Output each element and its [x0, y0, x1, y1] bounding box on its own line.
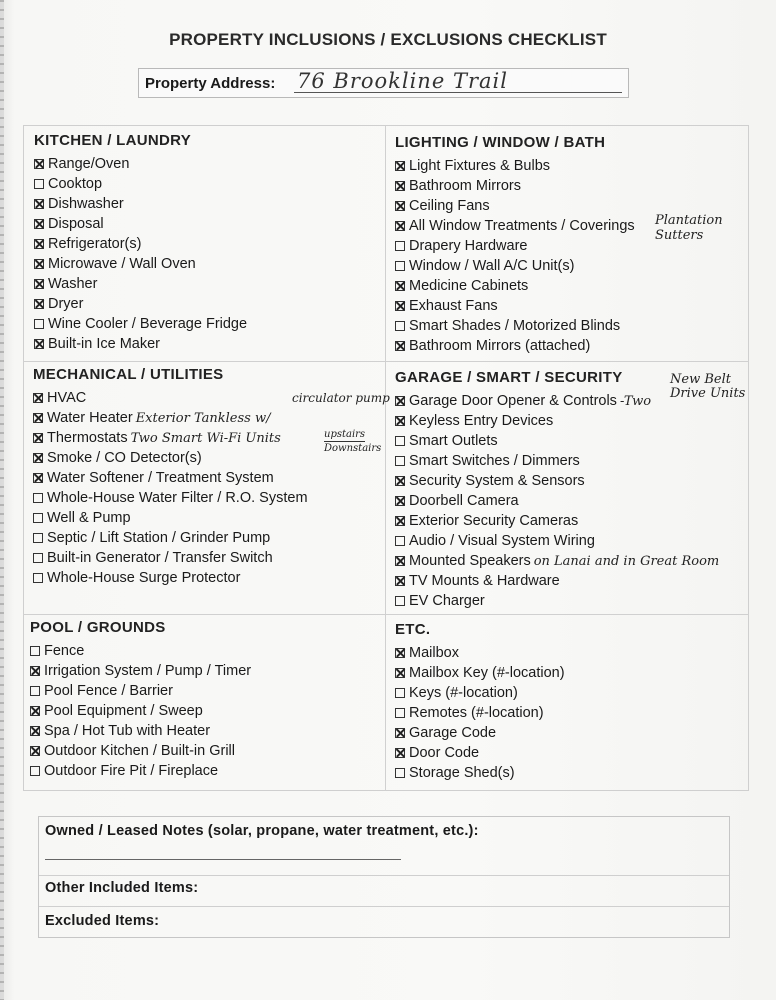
checklist-item-label: Mailbox: [409, 645, 459, 661]
checkbox-checked-icon[interactable]: [34, 219, 44, 229]
checklist-item[interactable]: [395, 763, 565, 783]
checklist-item-label: TV Mounts & Hardware: [409, 573, 560, 589]
checkbox-checked-icon[interactable]: [30, 666, 40, 676]
checkbox-empty-icon[interactable]: [34, 319, 44, 329]
checklist-item-label: Door Code: [409, 745, 480, 761]
checklist-item-label: Range/Oven: [48, 156, 130, 172]
checklist-item[interactable]: [34, 254, 247, 274]
checkbox-empty-icon[interactable]: [395, 261, 405, 271]
checklist-item[interactable]: [33, 428, 308, 448]
checkbox-checked-icon[interactable]: [395, 668, 405, 678]
checklist-item-label: Exterior Security Cameras: [409, 513, 579, 529]
checklist-item-label: Smoke / CO Detector(s): [47, 450, 202, 466]
checklist-item-label: Smart Outlets: [409, 433, 498, 449]
checklist-item[interactable]: [34, 194, 247, 214]
checkbox-empty-icon[interactable]: [30, 766, 40, 776]
checklist-item[interactable]: [34, 294, 247, 314]
section-etc: [395, 621, 565, 783]
checklist-item-label: Mounted Speakers: [409, 553, 531, 569]
checklist-item-label: EV Charger: [409, 593, 485, 609]
checklist-item[interactable]: [395, 663, 565, 683]
section-title-etc: ETC.: [395, 621, 431, 638]
checklist-item[interactable]: [395, 551, 719, 571]
checkbox-checked-icon[interactable]: [30, 726, 40, 736]
address-value: 76 Brookline Trail: [297, 69, 508, 93]
grid-divider-vertical: [385, 125, 386, 791]
checkbox-empty-icon[interactable]: [395, 241, 405, 251]
plantation-shutters-note: Plantation Sutters: [655, 213, 723, 243]
checkbox-checked-icon[interactable]: [395, 396, 405, 406]
checkbox-checked-icon[interactable]: [34, 259, 44, 269]
checkbox-checked-icon[interactable]: [34, 299, 44, 309]
checklist-item[interactable]: [30, 681, 251, 701]
checklist-item[interactable]: [395, 216, 635, 236]
checklist-item-label: Bathroom Mirrors: [409, 178, 521, 194]
upstairs-note: upstairs: [324, 429, 366, 440]
checklist-item[interactable]: [30, 761, 251, 781]
checklist-item[interactable]: [395, 743, 565, 763]
checklist-item-label: Remotes (#-location): [409, 705, 544, 721]
checklist-item[interactable]: [34, 274, 247, 294]
handwritten-note: -Two: [619, 394, 652, 409]
checklist-item[interactable]: [30, 641, 251, 661]
checkbox-checked-icon[interactable]: [33, 393, 43, 403]
checklist-item[interactable]: [33, 528, 308, 548]
checklist-item-label: Exhaust Fans: [409, 298, 498, 314]
checkbox-checked-icon[interactable]: [395, 728, 405, 738]
checklist-item-label: Well & Pump: [47, 510, 131, 526]
checklist-item[interactable]: [34, 154, 247, 174]
checkbox-checked-icon[interactable]: [395, 748, 405, 758]
checklist-item-label: Garage Code: [409, 725, 497, 741]
checkbox-checked-icon[interactable]: [395, 201, 405, 211]
checklist-item[interactable]: [33, 508, 308, 528]
scan-edge: [0, 0, 4, 1000]
checklist-item-label: Mailbox Key (#-location): [409, 665, 565, 681]
checkbox-checked-icon[interactable]: [33, 413, 43, 423]
owned-leased-line[interactable]: [45, 859, 401, 860]
checklist-item[interactable]: [34, 334, 247, 354]
checklist-item-label: Wine Cooler / Beverage Fridge: [48, 316, 248, 332]
checklist-item-label: Storage Shed(s): [409, 765, 515, 781]
checkbox-empty-icon[interactable]: [395, 688, 405, 698]
section-title-mechanical: MECHANICAL / UTILITIES: [33, 366, 224, 383]
checklist-item[interactable]: [395, 531, 719, 551]
checkbox-checked-icon[interactable]: [33, 453, 43, 463]
checkbox-empty-icon[interactable]: [395, 536, 405, 546]
checklist-item[interactable]: [30, 741, 251, 761]
checklist-item[interactable]: [395, 703, 565, 723]
checklist-item[interactable]: [33, 568, 308, 588]
checklist-item[interactable]: [395, 571, 719, 591]
checkbox-empty-icon[interactable]: [395, 456, 405, 466]
notes-box: [38, 816, 730, 938]
checklist-item-label: Outdoor Kitchen / Built-in Grill: [44, 743, 235, 759]
checklist-item[interactable]: [395, 156, 635, 176]
property-address-field[interactable]: [138, 68, 629, 98]
checklist-item-label: Spa / Hot Tub with Heater: [44, 723, 211, 739]
checkbox-empty-icon[interactable]: [33, 553, 43, 563]
checkbox-empty-icon[interactable]: [33, 493, 43, 503]
checklist-item[interactable]: [395, 316, 635, 336]
checklist-item[interactable]: [395, 683, 565, 703]
checklist-item[interactable]: [33, 388, 308, 408]
checklist-item-label: Water Heater: [47, 410, 133, 426]
checkbox-checked-icon[interactable]: [395, 341, 405, 351]
checklist-item[interactable]: [395, 296, 635, 316]
page-title: PROPERTY INCLUSIONS / EXCLUSIONS CHECKLIST: [169, 30, 607, 49]
checklist-item[interactable]: [395, 643, 565, 663]
checklist-item-label: Audio / Visual System Wiring: [409, 533, 595, 549]
checkbox-checked-icon[interactable]: [395, 161, 405, 171]
checklist-item-label: Refrigerator(s): [48, 236, 142, 252]
notes-divider-1: [39, 875, 729, 876]
checklist-item-label: Fence: [44, 643, 85, 659]
checklist-item-label: Keyless Entry Devices: [409, 413, 554, 429]
checklist-item-label: Cooktop: [48, 176, 103, 192]
section-kitchen: [34, 132, 247, 354]
new-belt-drive-note: New Belt Drive Units: [670, 372, 746, 401]
checkbox-empty-icon[interactable]: [34, 179, 44, 189]
checkbox-checked-icon[interactable]: [395, 496, 405, 506]
checklist-item-label: Water Softener / Treatment System: [47, 470, 274, 486]
section-title-pool: POOL / GROUNDS: [30, 619, 166, 636]
address-label: Property Address:: [145, 75, 276, 92]
checklist-item[interactable]: [33, 488, 308, 508]
checklist-item-label: Microwave / Wall Oven: [48, 256, 196, 272]
checkbox-empty-icon[interactable]: [395, 321, 405, 331]
checklist-item-label: Whole-House Surge Protector: [47, 570, 241, 586]
checklist-item[interactable]: [30, 701, 251, 721]
section-garage: [395, 369, 719, 611]
address-underline: [294, 92, 622, 93]
checkbox-checked-icon[interactable]: [30, 706, 40, 716]
handwritten-note: Exterior Tankless w/: [135, 411, 271, 426]
grid-divider-row-2: [23, 614, 749, 615]
handwritten-note: Two Smart Wi-Fi Units: [130, 431, 281, 446]
checklist-item[interactable]: [395, 411, 719, 431]
checklist-item[interactable]: [395, 511, 719, 531]
checkbox-empty-icon[interactable]: [395, 768, 405, 778]
section-lighting: [395, 134, 635, 356]
checklist-item[interactable]: [33, 448, 308, 468]
checklist-item[interactable]: [395, 256, 635, 276]
checklist-item[interactable]: [395, 723, 565, 743]
handwritten-note: on Lanai and in Great Room: [533, 554, 720, 569]
checklist-item-label: Disposal: [48, 216, 104, 232]
checklist-item-label: Pool Equipment / Sweep: [44, 703, 203, 719]
checklist-item-label: Doorbell Camera: [409, 493, 519, 509]
checklist-item-label: Keys (#-location): [409, 685, 518, 701]
checklist-item[interactable]: [395, 431, 719, 451]
downstairs-note: Downstairs: [324, 443, 382, 454]
checkbox-empty-icon[interactable]: [395, 708, 405, 718]
checklist-item[interactable]: [34, 174, 247, 194]
checklist-item[interactable]: [395, 491, 719, 511]
checklist-item[interactable]: [30, 661, 251, 681]
owned-leased-label: Owned / Leased Notes (solar, propane, water treatment, etc.):: [45, 823, 479, 839]
checklist-item-label: Dishwasher: [48, 196, 124, 212]
checklist-item[interactable]: [395, 276, 635, 296]
checklist-item-label: Drapery Hardware: [409, 238, 528, 254]
checklist-item-label: Light Fixtures & Bulbs: [409, 158, 551, 174]
checkbox-checked-icon[interactable]: [395, 301, 405, 311]
checkbox-checked-icon[interactable]: [33, 433, 43, 443]
checkbox-checked-icon[interactable]: [34, 239, 44, 249]
checkbox-checked-icon[interactable]: [34, 279, 44, 289]
checkbox-checked-icon[interactable]: [395, 556, 405, 566]
checklist-item[interactable]: [33, 408, 308, 428]
checkbox-empty-icon[interactable]: [30, 686, 40, 696]
checklist-item[interactable]: [395, 591, 719, 611]
checklist-item-label: Septic / Lift Station / Grinder Pump: [47, 530, 271, 546]
grid-divider-row-1: [23, 361, 749, 362]
checklist-item-label: Smart Switches / Dimmers: [409, 453, 580, 469]
checkbox-checked-icon[interactable]: [34, 199, 44, 209]
checklist-item[interactable]: [395, 336, 635, 356]
checklist-item-label: Dryer: [48, 296, 84, 312]
checkbox-empty-icon[interactable]: [30, 646, 40, 656]
checkbox-checked-icon[interactable]: [395, 516, 405, 526]
other-included-label: Other Included Items:: [45, 880, 199, 896]
section-pool: [30, 619, 251, 781]
checklist-item[interactable]: [395, 196, 635, 216]
checklist-item-label: All Window Treatments / Coverings: [409, 218, 635, 234]
excluded-label: Excluded Items:: [45, 913, 160, 929]
checkbox-checked-icon[interactable]: [395, 576, 405, 586]
checklist-item[interactable]: [33, 468, 308, 488]
checklist-item[interactable]: [395, 176, 635, 196]
checklist-item[interactable]: [395, 471, 719, 491]
checklist-item[interactable]: [395, 451, 719, 471]
checklist-item-label: Garage Door Opener & Controls: [409, 393, 617, 409]
checklist-item-label: Bathroom Mirrors (attached): [409, 338, 591, 354]
notes-divider-2: [39, 906, 729, 907]
checklist-item-label: Thermostats: [47, 430, 128, 446]
checklist-item-label: Built-in Ice Maker: [48, 336, 161, 352]
checklist-item-label: Built-in Generator / Transfer Switch: [47, 550, 273, 566]
checklist-item[interactable]: [30, 721, 251, 741]
checklist-item[interactable]: [34, 214, 247, 234]
checklist-item-label: Washer: [48, 276, 98, 292]
checklist-item-label: Medicine Cabinets: [409, 278, 529, 294]
checklist-item-label: HVAC: [47, 390, 87, 406]
section-mechanical: [33, 366, 308, 588]
checkbox-checked-icon[interactable]: [395, 416, 405, 426]
checkbox-empty-icon[interactable]: [33, 533, 43, 543]
circulator-pump-note: circulator pump: [292, 391, 390, 405]
checkbox-checked-icon[interactable]: [30, 746, 40, 756]
checkbox-checked-icon[interactable]: [395, 648, 405, 658]
checklist-item[interactable]: [395, 236, 635, 256]
checkbox-checked-icon[interactable]: [395, 476, 405, 486]
checklist-item-label: Security System & Sensors: [409, 473, 585, 489]
checklist-item[interactable]: [33, 548, 308, 568]
checkbox-checked-icon[interactable]: [395, 221, 405, 231]
checklist-item[interactable]: [34, 234, 247, 254]
section-title-lighting: LIGHTING / WINDOW / BATH: [395, 134, 606, 151]
checkbox-checked-icon[interactable]: [34, 159, 44, 169]
checkbox-checked-icon[interactable]: [395, 281, 405, 291]
checkbox-checked-icon[interactable]: [34, 339, 44, 349]
checkbox-empty-icon[interactable]: [33, 513, 43, 523]
section-title-garage: GARAGE / SMART / SECURITY: [395, 369, 623, 386]
checklist-item-label: Smart Shades / Motorized Blinds: [409, 318, 621, 334]
checklist-item-label: Pool Fence / Barrier: [44, 683, 173, 699]
checklist-item[interactable]: [34, 314, 247, 334]
checklist-item-label: Window / Wall A/C Unit(s): [409, 258, 575, 274]
checklist-item-label: Irrigation System / Pump / Timer: [44, 663, 252, 679]
checklist-item-label: Ceiling Fans: [409, 198, 490, 214]
checklist-item-label: Whole-House Water Filter / R.O. System: [47, 490, 308, 506]
checklist-item-label: Outdoor Fire Pit / Fireplace: [44, 763, 219, 779]
checkbox-empty-icon[interactable]: [395, 596, 405, 606]
checkbox-checked-icon[interactable]: [395, 181, 405, 191]
checkbox-empty-icon[interactable]: [33, 573, 43, 583]
section-title-kitchen: KITCHEN / LAUNDRY: [34, 132, 192, 149]
checkbox-checked-icon[interactable]: [33, 473, 43, 483]
checkbox-empty-icon[interactable]: [395, 436, 405, 446]
